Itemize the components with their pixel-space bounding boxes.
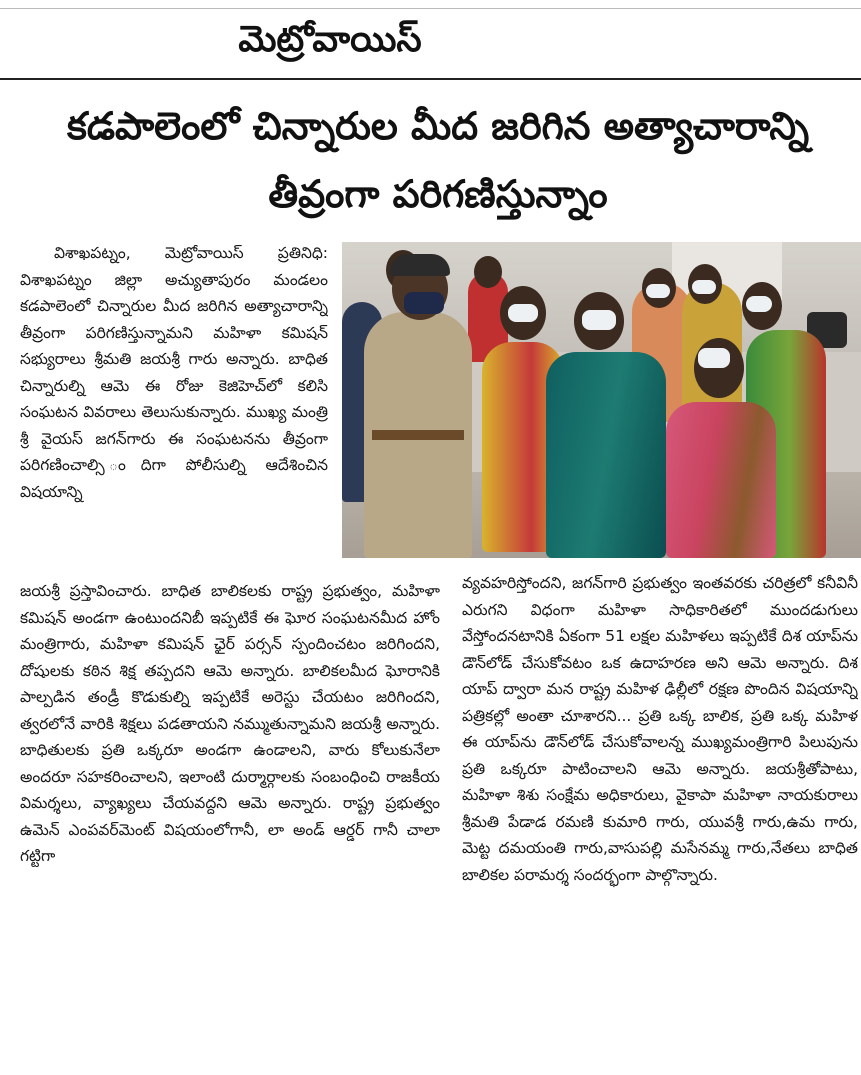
photo-face-mask xyxy=(692,280,716,294)
article-paragraph: వ్యవహరిస్తోందని, జగన్‌గారి ప్రభుత్వం ఇంతవరకు చరిత్రలో కనీవినీ ఎరుగని విధంగా మహిళా సాధికారితలో ముందడుగులు వేస్తోందనటానికి ఏకంగా 51 లక్షల మహిళలు ఇప్పటికే దిశ యాప్‌ను డౌన్‌లోడ్ చేసుకోవటం ఒక ఉదాహరణ అని ఆమె అన్నారు. దిశ యాప్ ద్వారా మన రాష్ట్ర మహిళ ఢిల్లీలో రక్షణ పొందిన విషయాన్ని పత్రికల్లో అంతా చూశారని... ప్రతి ఒక్క బాలిక, ప్రతి ఒక్క మహిళ ఈ యాప్‌ను డౌన్‌లోడ్ చేసుకోవాలన్న ముఖ్యమంత్రిగారి పిలుపును ప్రతి ఒక్కరూ పాటించాలని ఆమె అన్నారు. జయశ్రీతోపాటు, మహిళా శిశు సంక్షేమ అధికారులు, వైకాపా మహిళా నాయకురాలు శ్రీమతి పేడాడ రమణి కుమారి గారు, యువశ్రీ గారు,ఉమ గారు, మెట్ట దమయంతి గారు,వాసుపల్లి మసేనమ్మ గారు,నేతలు బాధిత బాలికల పరామర్శ సందర్భంగా పాల్గొన్నారు. xyxy=(462,574,858,884)
article-column-left xyxy=(20,240,328,578)
masthead-rule xyxy=(0,78,861,80)
newspaper-name: మెట్రోవాయిస్ xyxy=(238,19,422,60)
article-column-left-lower xyxy=(20,578,440,1030)
masthead xyxy=(0,0,861,80)
top-border xyxy=(0,8,861,9)
photo-face-mask xyxy=(582,310,616,330)
headline-line-2: తీవ్రంగా పరిగణిస్తున్నాం xyxy=(268,172,608,216)
photo-officer-cap xyxy=(390,254,450,276)
news-photo xyxy=(342,242,861,558)
article-paragraph: జయశ్రీ ప్రస్తావించారు. బాధిత బాలికలకు రాష్ట్ర ప్రభుత్వం, మహిళా కమిషన్ అండగా ఉంటుందనిబీ ఇప్పటికే ఈ ఘోర సంఘటనమీద హోం మంత్రిగారు, మహిళా కమిషన్ ఛైర్ పర్సన్ స్పందించటం జరిగిందని, దోషులకు కఠిన శిక్ష తప్పదని ఆమె అన్నారు. బాలికలమీద ఘోరానికి పాల్పడిన తండ్రీ కొడుకుల్ని ఇప్పటికే అరెస్టు చేయటం జరిగిందని, త్వరలోనే వారికి శిక్షలు పడతాయని నమ్ముతున్నామని జయశ్రీ అన్నారు. బాధితులకు ప్రతి ఒక్కరూ అండగా ఉండాలని, వారు కోలుకునేలా అందరూ సహకరించాలని, ఇలాంటి దుర్మార్గాలకు సంబంధించి రాజకీయ విమర్శలు, వ్యాఖ్యలు చేయవద్దని ఆమె అన్నారు. రాష్ట్ర ప్రభుత్వం ఉమెన్ ఎంపవర్‌మెంట్ విషయంలోగానీ, లా అండ్ ఆర్డర్ గానీ చాలా గట్టిగా xyxy=(20,582,440,865)
photo-face-mask xyxy=(746,296,772,312)
article-column-right xyxy=(462,570,858,1030)
next-headline-cropped xyxy=(20,1058,860,1075)
photo-person-head xyxy=(474,256,502,288)
photo-face-mask xyxy=(508,304,538,322)
photo-face-mask xyxy=(698,348,730,368)
photo-person xyxy=(666,402,776,558)
article-paragraph: విశాఖపట్నం, మెట్రోవాయిస్ ప్రతినిధి: విశాఖపట్నం జిల్లా అచ్యుతాపురం మండలం కడపాలెంలో చిన్నారుల మీద జరిగిన అత్యాచారాన్ని తీవ్రంగా పరిగణిస్తున్నామని మహిళా కమిషన్ సభ్యురాలు శ్రీమతి జయశ్రీ గారు అన్నారు. బాధిత చిన్నారుల్ని ఆమె ఈ రోజు కెజిహెచ్‌లో కలిసి సంఘటన వివరాలు తెలుసుకున్నారు. ముఖ్య మంత్రి శ్రీ వైయస్ జగన్‌గారు ఈ సంఘటనను తీవ్రంగా పరిగణించాల్సి ందిగా పోలీసుల్ని ఆదేశించిన విషయాన్ని xyxy=(20,244,328,501)
photo-person-head xyxy=(694,338,744,398)
headline xyxy=(20,92,856,228)
photo-person xyxy=(546,352,666,558)
headline-line-1: కడపాలెంలో చిన్నారుల మీద జరిగిన అత్యాచారాన్ని xyxy=(67,104,809,148)
photo-officer-belt xyxy=(372,430,464,440)
photo-face-mask xyxy=(404,292,444,314)
photo-face-mask xyxy=(646,284,670,298)
